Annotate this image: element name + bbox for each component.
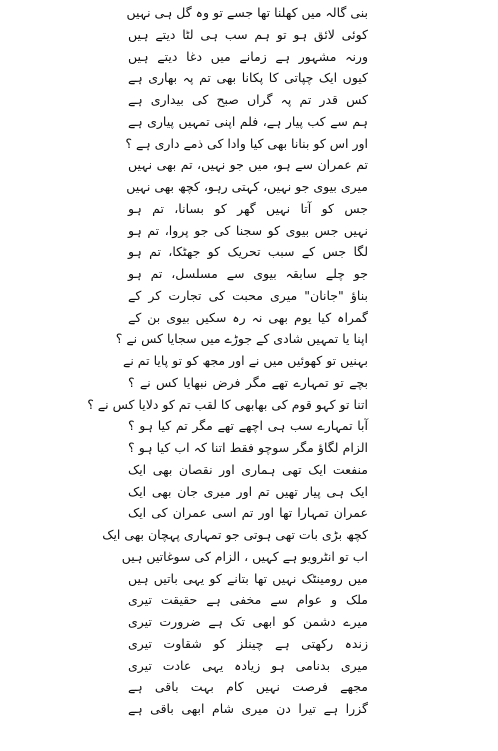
poem-line: کیوں ایک چپاتی کا پکانا بھی تم پہ بھاری ہے [128,70,368,86]
poem-line: بناؤ "جانان" میری محبت کی تجارت کر کے [128,287,368,303]
poem-line: میرے دشمن کو ابھی تک ہے ضرورت تیری [128,614,368,629]
poem-line: ہم سے کب پیار ہے، فلم اپنی تمہیں پیاری ہے [128,113,368,129]
poem-line: مجھے فرصت نہیں کام بہت باقی ہے [128,679,368,695]
poem-line: گزرا ہے تیرا دن میری شام ابھی باقی ہے [128,701,368,716]
poem-line: منفعت ایک تھی ہماری اور نقصان بھی ایک [128,461,368,477]
poem-line: میری بدنامی ہو زیادہ یہی عادت تیری [128,657,368,673]
poem-line: کس قدر تم پہ گراں صبح کی بیداری ہے [128,92,368,107]
poem-line: گمراہ کیا یوم بھی نہ رہ سکیں بیوی بن کے [128,309,368,325]
poem-line: ملک و عوام سے مخفی ہے حقیقت تیری [128,592,368,608]
poem-line: زندہ رکھتی ہے چینلز کو شقاوت تیری [128,635,368,651]
poem-line: نہیں جس بیوی کو سجنا کی جو پروا، تم ہو [128,222,368,238]
poem-line: تم عمران سے ہو، میں جو نہیں، تم بھی نہیں [128,157,368,173]
poem-line: جو چلے سابقہ بیوی سے مسلسل، تم ہو [128,266,368,281]
poem-line: الزام لگاؤ مگر سوچو فقط اتنا کہ اب کیا ہو ؟ [128,440,368,455]
poem-line: آبا تمہارے سب ہی اچھے تھے مگر تم کیا ہو ؟ [128,418,368,434]
poem-line: لگا جس کے سبب تحریک کو جھٹکا، تم ہو [128,244,368,260]
poem-line: اپنا یا تمہیں شادی کے جوڑے میں سجایا کس نے ؟ [115,331,368,347]
poem-line: اب تو انٹرویو ہے کہیں ، الزام کی سوغاتیں ہیں [121,548,368,564]
poem-line: بچے تو تمہارے تھے مگر فرض نبھایا کس نے ؟ [128,374,368,390]
poem-line: کچھ بڑی بات تھی ہوتی جو تمہاری پہچان بھی ایک [102,527,368,542]
poem-line: بنی گالہ میں کھلنا تھا جسے تو وہ گل ہی نہیں [126,5,368,20]
poem-line: میں رومینٹک نہیں تھا بتانے کو یہی باتیں ہیں [128,570,368,586]
poem-line: میری بیوی جو نہیں، کہتی رہو، کچھ بھی نہیں [126,179,368,194]
poem-line: اتنا تو کہو قوم کی بھابھی کا لقب تم کو دلایا کس نے ؟ [87,396,368,412]
poem-line: عمران تمہارا تھا اور تم اسی عمران کی ایک [128,505,368,521]
poem-line: بہنیں تو کھوئیں میں نے اور مجھ کو تو پایا تم نے [123,353,368,368]
poem-line: ورنہ مشہور ہے زمانے میں دغا دیتے ہیں [128,48,368,64]
poem-line: کوئی لائق ہو تو ہم سب ہی لٹا دیتے ہیں [128,26,368,42]
poem-line: اور اس کو بنانا بھی کیا وادا کی ذمے داری ہے ؟ [125,135,368,151]
poem-text [87,2,368,720]
poem-line: جس کو آتا نہیں گھر کو بسانا، تم ہو [128,200,368,216]
poem-line: ایک ہی پیار تھیں تم اور میری جان بھی ایک [128,483,368,499]
